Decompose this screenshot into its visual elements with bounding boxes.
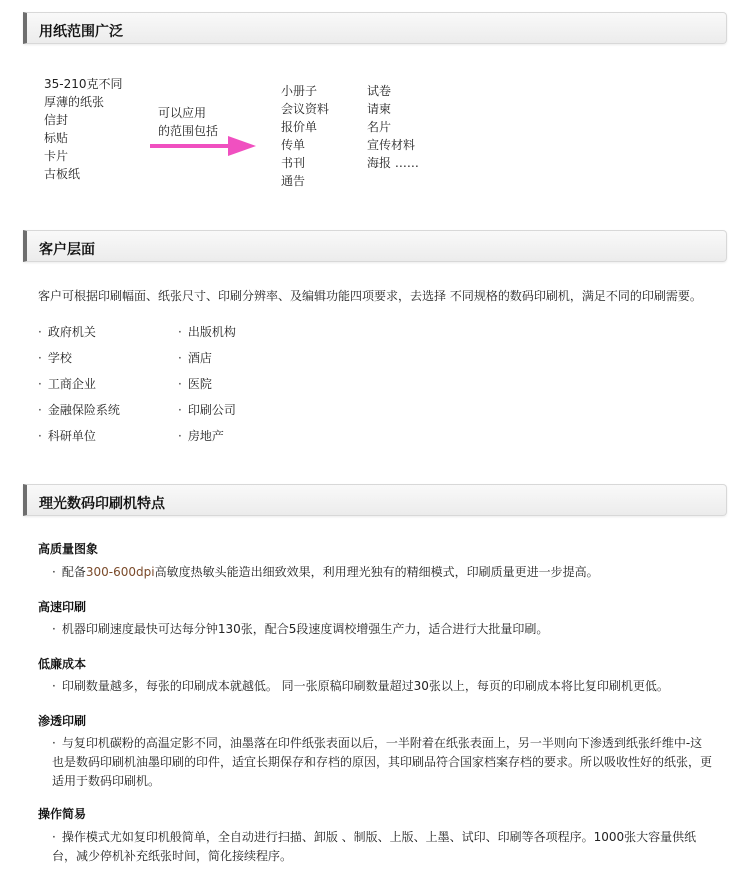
- use-item: 宣传材料: [367, 138, 416, 152]
- feature-text: 高敏度热敏头能造出细致效果，利用理光独有的精细模式，印刷质量更进一步提高。: [154, 565, 599, 579]
- use-item: 小册子: [281, 84, 318, 98]
- customer-intro: 客户可根据印刷幅面、纸张尺寸、印刷分辨率、及编辑功能四项要求，去选择 不同规格的数码印刷机，满足不同的印刷需要。: [38, 289, 702, 303]
- list-item: · 科研单位: [38, 423, 120, 449]
- paper-types-list: [44, 75, 123, 183]
- uses-list-col2: [367, 82, 419, 172]
- feature-title: 高质量图象: [38, 542, 99, 556]
- customer-list-col2: [178, 319, 236, 449]
- right-arrow-icon: [150, 134, 260, 158]
- feature-body: · 印刷数量越多，每张的印刷成本就越低。 同一张原稿印刷数量超过30张以上，每页的印刷成本将比复印刷机更低。: [52, 677, 712, 696]
- list-item: · 出版机构: [178, 319, 236, 345]
- paper-type-item: 古板纸: [44, 167, 81, 181]
- use-item: 通告: [281, 174, 306, 188]
- feature-title: 高速印刷: [38, 600, 87, 614]
- list-item: · 酒店: [178, 345, 236, 371]
- section-title: 理光数码印刷机特点: [39, 496, 165, 512]
- feature-text: 配备: [61, 565, 86, 579]
- use-item: 海报 ……: [367, 156, 419, 170]
- feature-body: · 与复印机碳粉的高温定影不同，油墨落在印件纸张表面以后，一半附着在纸张表面上，另一半则向下渗透到纸张纤维中-这也是数码印刷机油墨印刷的印件，适宜长期保存和存档的原因，其印刷品符合国家档案存档的要求。所以吸收性好的纸张，更适用于数码印刷机。: [52, 734, 712, 791]
- paper-type-item: 厚薄的纸张: [44, 95, 105, 109]
- list-item: · 印刷公司: [178, 397, 236, 423]
- list-item: · 学校: [38, 345, 120, 371]
- paper-type-item: 信封: [44, 113, 69, 127]
- feature-body: · 机器印刷速度最快可达每分钟130张，配合5段速度调校增强生产力，适合进行大批量印刷。: [52, 620, 712, 639]
- use-item: 传单: [281, 138, 306, 152]
- section-header-features: [23, 484, 727, 516]
- use-item: 会议资料: [281, 102, 330, 116]
- section-header-paper-range: [23, 12, 727, 44]
- use-item: 试卷: [367, 84, 392, 98]
- uses-list-col1: [281, 82, 329, 190]
- section-title: 客户层面: [39, 242, 95, 258]
- feature-title: 低廉成本: [38, 657, 87, 671]
- list-item: · 政府机关: [38, 319, 120, 345]
- list-item: · 医院: [178, 371, 236, 397]
- feature-title: 渗透印刷: [38, 714, 87, 728]
- apply-line: 的范围包括: [158, 124, 219, 138]
- use-item: 请柬: [367, 102, 392, 116]
- feature-title: 操作简易: [38, 807, 87, 821]
- list-item: · 金融保险系统: [38, 397, 120, 423]
- apply-line: 可以应用: [158, 106, 207, 120]
- paper-type-item: 标贴: [44, 131, 69, 145]
- use-item: 书刊: [281, 156, 306, 170]
- feature-body: · 操作模式尤如复印机般简单，全自动进行扫描、卸版 、制版、上版、上墨、试印、印刷等各项程序。1000张大容量供纸台，减少停机补充纸张时间，简化接续程序。: [52, 828, 712, 866]
- use-item: 名片: [367, 120, 392, 134]
- paper-type-item: 卡片: [44, 149, 69, 163]
- use-item: 报价单: [281, 120, 318, 134]
- feature-highlight: 300-600dpi: [85, 565, 155, 579]
- customer-list-col1: [38, 319, 120, 449]
- paper-type-item: 35-210克不同: [44, 77, 123, 91]
- feature-body: [52, 563, 712, 582]
- list-item: · 工商企业: [38, 371, 120, 397]
- section-header-customers: [23, 230, 727, 262]
- list-item: · 房地产: [178, 423, 236, 449]
- section-title: 用纸范围广泛: [39, 24, 123, 40]
